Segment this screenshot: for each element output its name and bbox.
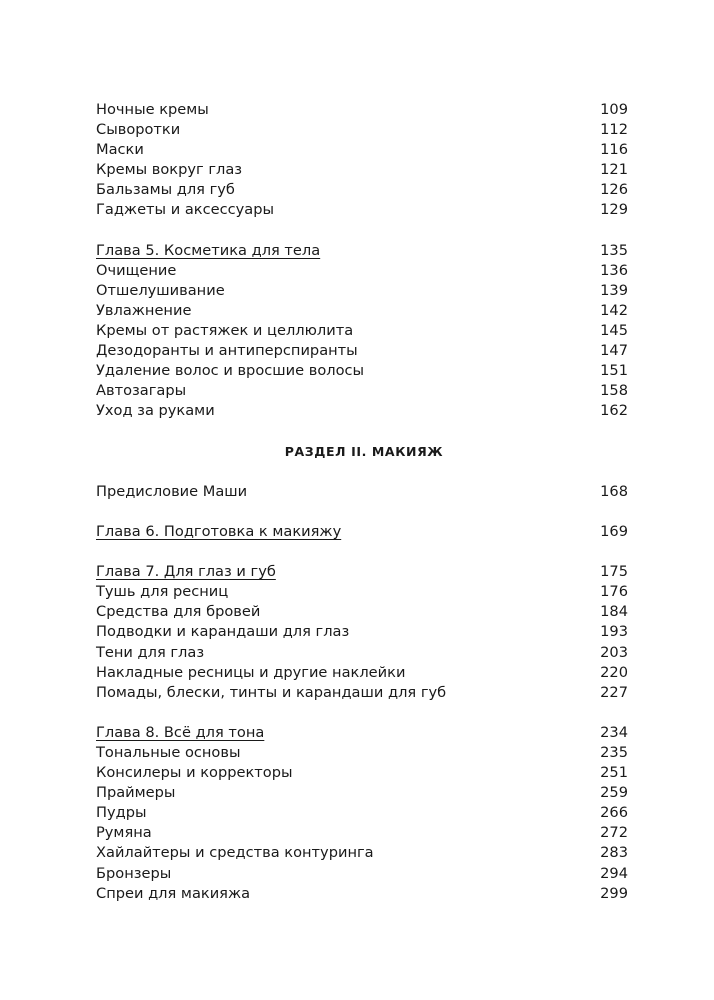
toc-entry-page: 121 xyxy=(600,161,628,179)
toc-entry-title: Тушь для ресниц xyxy=(96,583,229,601)
toc-entry-page: 147 xyxy=(600,342,628,360)
toc-entry-page: 193 xyxy=(600,623,628,641)
toc-entry-page: 142 xyxy=(600,301,628,319)
toc-entry xyxy=(96,482,628,502)
toc-entry-title: Тональные основы xyxy=(96,744,241,761)
toc-entry xyxy=(96,381,628,401)
toc-entry-page: 266 xyxy=(600,804,628,822)
toc-entry xyxy=(96,361,628,381)
toc-entry xyxy=(96,763,628,783)
toc-entry-page: 299 xyxy=(600,884,628,902)
toc-entry-page: 151 xyxy=(600,362,628,380)
toc-entry-title: Кремы вокруг глаз xyxy=(96,161,243,179)
toc-entry-page: 169 xyxy=(600,522,628,540)
toc-entry-page: 139 xyxy=(600,281,628,299)
toc-entry-title: Очищение xyxy=(96,261,177,279)
toc-entry xyxy=(96,622,628,642)
toc-entry-page: 116 xyxy=(600,141,628,159)
toc-entry-page: 145 xyxy=(600,322,628,340)
toc-entry-title: Румяна xyxy=(96,824,152,842)
chapter-link[interactable]: Глава 5. Косметика для тела xyxy=(96,241,321,259)
toc-entry xyxy=(96,864,628,884)
toc-entry xyxy=(96,200,628,220)
toc-entry-title: Помады, блески, тинты и карандаши для губ xyxy=(96,683,447,701)
toc-entry xyxy=(96,582,628,602)
toc-entry-page: 234 xyxy=(600,723,628,741)
toc-entry-title: Праймеры xyxy=(96,784,176,802)
toc-entry-title: Спреи для макияжа xyxy=(96,884,251,902)
toc-entry-title: Кремы от растяжек и целлюлита xyxy=(96,322,354,340)
spacer xyxy=(96,422,628,442)
spacer xyxy=(96,502,628,522)
toc-entry xyxy=(96,683,628,703)
toc-entry xyxy=(96,884,628,904)
toc-entry xyxy=(96,140,628,160)
spacer xyxy=(96,221,628,241)
toc-entry-title: Средства для бровей xyxy=(96,603,261,621)
toc-entry-page: 175 xyxy=(600,563,628,581)
toc-entry-page: 162 xyxy=(600,402,628,420)
toc-entry-page: 168 xyxy=(600,482,628,500)
toc-entry-title: Подводки и карандаши для глаз xyxy=(96,623,350,641)
toc-entry-title: Автозагары xyxy=(96,382,187,400)
chapter-link[interactable]: Глава 8. Всё для тона xyxy=(96,723,265,741)
toc-entry-title: Пудры xyxy=(96,804,147,822)
toc-entry xyxy=(96,281,628,301)
toc-entry xyxy=(96,100,628,120)
toc-entry xyxy=(96,643,628,663)
toc-chapter-entry[interactable] xyxy=(96,723,628,743)
toc-entry-page: 136 xyxy=(600,261,628,279)
toc-entry-title: Увлажнение xyxy=(96,301,192,319)
toc-entry-title: Хайлайтеры и средства контуринга xyxy=(96,844,374,862)
toc-entry xyxy=(96,261,628,281)
toc-entry-page: 220 xyxy=(600,663,628,681)
toc-entry-page: 251 xyxy=(600,764,628,782)
toc-entry xyxy=(96,783,628,803)
toc-entry xyxy=(96,401,628,421)
toc-entry xyxy=(96,602,628,622)
toc-entry-page: 135 xyxy=(600,241,628,259)
toc-entry-title: Уход за руками xyxy=(96,402,215,420)
spacer xyxy=(96,703,628,723)
toc-chapter-entry[interactable] xyxy=(96,562,628,582)
toc-entry-page: 109 xyxy=(600,101,628,118)
toc-entry-title: Гаджеты и аксессуары xyxy=(96,201,275,219)
toc-entry-title: Консилеры и корректоры xyxy=(96,764,293,782)
toc-entry-title: Отшелушивание xyxy=(96,281,225,299)
toc-entry xyxy=(96,120,628,140)
toc-entry-title: Бальзамы для губ xyxy=(96,181,235,199)
toc-entry xyxy=(96,160,628,180)
toc-entry xyxy=(96,321,628,341)
toc-entry-page: 112 xyxy=(600,121,628,139)
toc-entry-title: Дезодоранты и антиперспиранты xyxy=(96,342,358,360)
chapter-link[interactable]: Глава 6. Подготовка к макияжу xyxy=(96,522,342,540)
chapter-link[interactable]: Глава 7. Для глаз и губ xyxy=(96,563,276,581)
toc-entry-page: 259 xyxy=(600,784,628,802)
toc-entry-page: 283 xyxy=(600,844,628,862)
spacer xyxy=(96,542,628,562)
toc-entry-page: 294 xyxy=(600,864,628,882)
toc-entry-title: Удаление волос и вросшие волосы xyxy=(96,362,365,380)
toc-entry-page: 158 xyxy=(600,382,628,400)
toc-entry-title: Предисловие Маши xyxy=(96,482,248,500)
toc-entry-title: Бронзеры xyxy=(96,864,172,882)
section-heading: РАЗДЕЛ II. МАКИЯЖ xyxy=(284,443,444,459)
toc-entry-title: Сыворотки xyxy=(96,121,181,139)
toc-entry-page: 203 xyxy=(600,643,628,661)
toc-entry xyxy=(96,843,628,863)
toc-entry xyxy=(96,823,628,843)
toc-entry xyxy=(96,180,628,200)
toc-entry-title: Тени для глаз xyxy=(96,643,205,661)
toc-entry xyxy=(96,301,628,321)
toc-chapter-entry[interactable] xyxy=(96,522,628,542)
toc-entry-page: 126 xyxy=(600,181,628,199)
toc-entry-page: 176 xyxy=(600,583,628,601)
toc-entry-page: 235 xyxy=(600,744,628,761)
toc-entry xyxy=(96,803,628,823)
spacer xyxy=(96,462,628,482)
toc-entry-page: 129 xyxy=(600,201,628,219)
toc-entry-page: 227 xyxy=(600,683,628,701)
toc-entry xyxy=(96,743,628,763)
toc-entry xyxy=(96,663,628,683)
toc-entry-page: 272 xyxy=(600,824,628,842)
toc-chapter-entry[interactable] xyxy=(96,241,628,261)
toc-entry-title: Ночные кремы xyxy=(96,101,209,118)
table-of-contents xyxy=(96,100,628,904)
toc-entry-title: Маски xyxy=(96,141,144,159)
toc-entry-title: Накладные ресницы и другие наклейки xyxy=(96,663,406,681)
toc-entry xyxy=(96,341,628,361)
toc-entry-page: 184 xyxy=(600,603,628,621)
